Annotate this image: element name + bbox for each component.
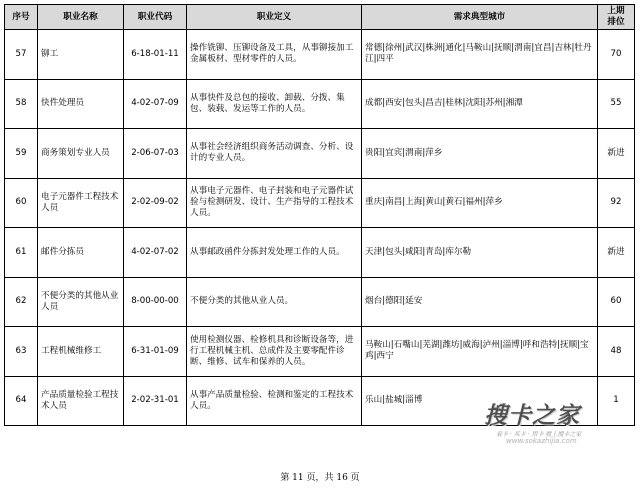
previous-rank: 92 — [598, 178, 635, 228]
occupation-definition: 使用检测仪器、检修机具和诊断设备等，进行工程机械主机、总成件及主要零配件诊断、维修、试车和保养的人员。 — [187, 327, 362, 377]
typical-cities: 烟台|德阳|延安 — [362, 277, 598, 327]
occupation-name: 邮件分拣员 — [38, 228, 124, 278]
previous-rank: 48 — [598, 327, 635, 377]
occupation-name: 快件处理员 — [38, 79, 124, 129]
occupation-definition: 从事电子元器件、电子封装和电子元器件试验与检测研发、设计、生产指导的工程技术人员。 — [187, 178, 362, 228]
typical-cities: 贵阳|宜宾|渭南|萍乡 — [362, 129, 598, 179]
occupation-name: 产品质量检验工程技术人员 — [38, 376, 124, 426]
table-row — [5, 228, 635, 278]
watermark-url: www.sokazhijia.com — [506, 437, 577, 445]
row-number: 57 — [5, 30, 38, 80]
row-number: 58 — [5, 79, 38, 129]
occupation-name: 铆工 — [38, 30, 124, 80]
occupation-demand-table — [4, 4, 635, 426]
table-row — [5, 79, 635, 129]
occupation-code: 2-06-07-03 — [124, 129, 187, 179]
watermark-slogan: 看卡 · 买卡 · 用卡 就上搜卡之家 — [496, 431, 582, 438]
previous-rank: 新进 — [598, 228, 635, 278]
row-number: 64 — [5, 376, 38, 426]
occupation-name: 商务策划专业人员 — [38, 129, 124, 179]
header-typical-cities: 需求典型城市 — [362, 5, 598, 30]
occupation-code: 6-18-01-11 — [124, 30, 187, 80]
table-row — [5, 129, 635, 179]
row-number: 61 — [5, 228, 38, 278]
typical-cities: 成都|西安|包头|昌吉|桂林|沈阳|苏州|湘潭 — [362, 79, 598, 129]
occupation-code: 8-00-00-00 — [124, 277, 187, 327]
header-occupation-code: 职业代码 — [124, 5, 187, 30]
occupation-definition: 操作铣铆、压铆设备及工具，从事铆接加工金属板材、型材零件的人员。 — [187, 30, 362, 80]
occupation-code: 2-02-31-01 — [124, 376, 187, 426]
table-row — [5, 376, 635, 426]
previous-rank: 70 — [598, 30, 635, 80]
row-number: 59 — [5, 129, 38, 179]
table-row — [5, 277, 635, 327]
table-row — [5, 30, 635, 80]
occupation-code: 4-02-07-09 — [124, 79, 187, 129]
occupation-code: 6-31-01-09 — [124, 327, 187, 377]
occupation-name: 不便分类的其他从业人员 — [38, 277, 124, 327]
occupation-code: 4-02-07-02 — [124, 228, 187, 278]
row-number: 62 — [5, 277, 38, 327]
header-previous-rank: 上期 排位 — [598, 5, 635, 30]
row-number: 63 — [5, 327, 38, 377]
page-footer: 第 11 页，共 16 页 — [280, 473, 360, 483]
occupation-name: 电子元器件工程技术人员 — [38, 178, 124, 228]
table-header-row — [5, 5, 635, 30]
header-occupation-name: 职业名称 — [38, 5, 124, 30]
header-no: 序号 — [5, 5, 38, 30]
occupation-code: 2-02-09-02 — [124, 178, 187, 228]
typical-cities: 重庆|南昌|上海|黄山|黄石|福州|萍乡 — [362, 178, 598, 228]
occupation-definition: 从事产品质量检验、检测和鉴定的工程技术人员。 — [187, 376, 362, 426]
previous-rank: 新进 — [598, 129, 635, 179]
row-number: 60 — [5, 178, 38, 228]
occupation-definition: 从事快件及总包的接收、卸载、分拨、集包、装载、发运等工作的人员。 — [187, 79, 362, 129]
watermark-logo: 搜卡之家 — [484, 403, 580, 429]
occupation-definition: 从事邮政函件分拣封发处理工作的人员。 — [187, 228, 362, 278]
typical-cities: 马鞍山|石嘴山|芜湖|潍坊|威海|泸州|淄博|呼和浩特|抚顺|宝鸡|西宁 — [362, 327, 598, 377]
typical-cities: 常德|徐州|武汉|株洲|通化|马鞍山|抚顺|渭南|宜昌|吉林|牡丹江|四平 — [362, 30, 598, 80]
table-row — [5, 178, 635, 228]
occupation-definition: 从事社会经济组织商务活动调查、分析、设计的专业人员。 — [187, 129, 362, 179]
previous-rank: 55 — [598, 79, 635, 129]
header-occupation-definition: 职业定义 — [187, 5, 362, 30]
previous-rank: 1 — [598, 376, 635, 426]
occupation-name: 工程机械维修工 — [38, 327, 124, 377]
previous-rank: 60 — [598, 277, 635, 327]
typical-cities: 乐山|盐城|淄博 — [362, 376, 598, 426]
typical-cities: 天津|包头|咸阳|青岛|库尔勒 — [362, 228, 598, 278]
table-row — [5, 327, 635, 377]
occupation-definition: 不便分类的其他从业人员。 — [187, 277, 362, 327]
